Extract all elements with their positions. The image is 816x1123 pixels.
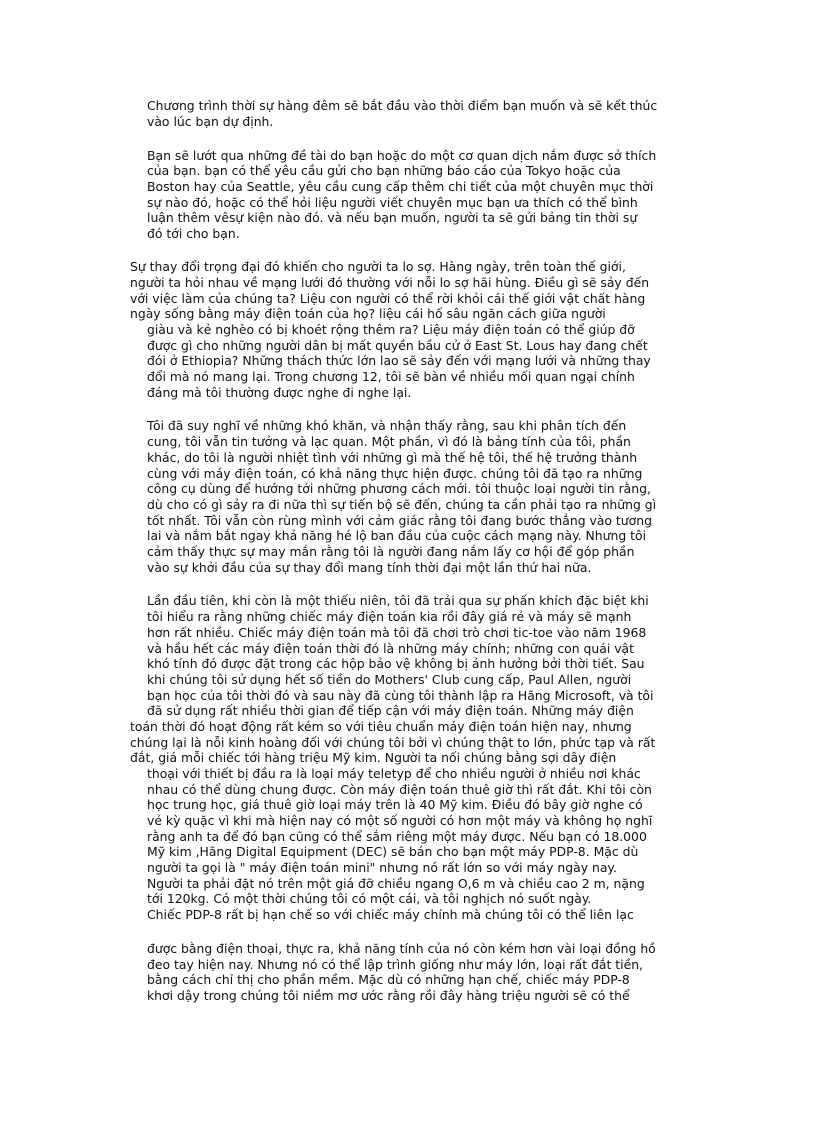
text-line: khó tính đó được đặt trong các hộp bảo vệ không bị ảnh hưởng bởi thời tiết. Sau <box>147 656 645 671</box>
text-line: cảm thấy thực sự may mắn rằng tôi là người đang nắm lấy cơ hội để góp phần <box>147 544 635 559</box>
text-line: thoại với thiết bị đầu ra là loại máy teletyp để cho nhiều người ở nhiều nơi khác <box>147 766 641 781</box>
text-line: khi chúng tôi sử dụng hết số tiền do Mothers' Club cung cấp, Paul Allen, người <box>147 672 632 687</box>
text-line: cung, tôi vẫn tin tưởng và lạc quan. Một phần, vì đó là bảng tính của tôi, phần <box>147 434 631 449</box>
text-line: Mỹ kim ,Hãng Digital Equipment (DEC) sẽ bán cho bạn một máy PDP-8. Mặc dù <box>147 844 639 859</box>
text-line: sự nào đó, hoặc có thể hỏi liệu người viết chuyên mục bạn ưa thích có thể bình <box>147 195 638 210</box>
text-line: Chiếc PDP-8 rất bị hạn chế so với chiếc máy chính mà chúng tôi có thể liên lạc <box>147 907 634 922</box>
text-line: đáng mà tôi thường được nghe đi nghe lại. <box>147 385 412 400</box>
text-line: đeo tay hiện nay. Nhưng nó có thể lập trình giống như máy lớn, loại rất đắt tiền, <box>147 957 643 972</box>
text-line: người ta gọi là " máy điện toán mini" nhưng nó rất lớn so với máy ngày nay. <box>147 860 617 875</box>
text-line: rằng anh ta để đó bạn cũng có thể sắm riêng một máy được. Nếu bạn có 18.000 <box>147 829 647 844</box>
text-line: giàu và kẻ nghèo có bị khoét rộng thêm ra? Liệu máy điện toán có thể giúp đỡ <box>147 322 635 337</box>
text-line: và hầu hết các máy điện toán thời đó là những máy chính; những con quái vật <box>147 641 634 656</box>
text-line: tôi hiểu ra rằng những chiếc máy điện toán kia rồi đây giá rẻ và máy sẽ mạnh <box>147 609 632 624</box>
text-line: bạn học của tôi thời đó và sau này đã cùng tôi thành lập ra Hãng Microsoft, và tôi <box>147 688 654 703</box>
text-line: khơi dậy trong chúng tôi niềm mơ ước rằng rồi đây hàng triệu người sẽ có thể <box>147 988 630 1003</box>
text-line: đó tới cho bạn. <box>147 226 240 241</box>
text-line: Boston hay của Seattle, yêu cầu cung cấp thêm chi tiết của một chuyên mục thời <box>147 179 654 194</box>
text-line: nhau có thể dùng chung được. Còn máy điện toán thuê giờ thì rất đắt. Khi tôi còn <box>147 782 652 797</box>
text-line: đã sử dụng rất nhiều thời gian để tiếp cận với máy điện toán. Những máy điện <box>147 703 634 718</box>
text-line: chúng lại là nỗi kinh hoàng đối với chúng tôi bởi vì chúng thật to lớn, phức tạp và rất <box>130 735 656 750</box>
text-line: Người ta phải đặt nó trên một giá đỡ chiều ngang O,6 m và chiều cao 2 m, nặng <box>147 876 645 891</box>
text-line: người ta hỏi nhau về mạng lưới đó thường với nỗi lo sợ hãi hùng. Điều gì sẽ sảy đến <box>130 275 650 290</box>
text-line: đổi mà nó mang lại. Trong chương 12, tôi sẽ bàn về nhiều mối quan ngại chính <box>147 369 635 384</box>
text-line: công cụ dùng để hướng tới những phương cách mới. tôi thuộc loại người tin rằng, <box>147 481 651 496</box>
text-line: tới 120kg. Có một thời chúng tôi có một cái, và tôi nghịch nó suốt ngày. <box>147 891 592 906</box>
text-line: bằng cách chỉ thị cho phần mềm. Mặc dù có những hạn chế, chiếc máy PDP-8 <box>147 972 630 987</box>
text-line: vẻ kỳ quặc vì khi mà hiện nay có một số người có hơn một máy và không họ nghĩ <box>147 813 653 828</box>
text-line: hơn rất nhiều. Chiếc máy điện toán mà tôi đã chơi trò chơi tic-toe vào năm 1968 <box>147 625 647 640</box>
text-line: vào lúc bạn dự định. <box>147 114 274 129</box>
text-line: đắt, giá mỗi chiếc tới hàng triệu Mỹ kim. Người ta nối chúng bằng sợi dây điện <box>130 750 617 765</box>
text-line: đói ở Ethiopia? Những thách thức lớn lao sẽ sảy đến với mạng lưới và những thay <box>147 353 651 368</box>
text-line: toán thời đó hoạt động rất kém so với tiêu chuẩn máy điện toán hiện nay, nhưng <box>130 719 632 734</box>
text-line: của bạn. bạn có thể yêu cầu gửi cho bạn những báo cáo của Tokyo hoặc của <box>147 163 621 178</box>
text-line: Lần đầu tiên, khi còn là một thiếu niên, tôi đã trải qua sự phấn khích đặc biệt khi <box>147 593 649 608</box>
text-line: ngày sống bằng máy điện toán của họ? liệu cái hố sâu ngăn cách giữa người <box>130 306 606 321</box>
text-line: dù cho có gì sảy ra đi nữa thì sự tiến bộ sẽ đến, chúng ta cần phải tạo ra những gì <box>147 497 657 512</box>
text-line: Bạn sẽ lướt qua những đề tài do bạn hoặc do một cơ quan dịch nắm được sở thích <box>147 148 657 163</box>
text-line: Tôi đã suy nghĩ về những khó khăn, và nhận thấy rằng, sau khi phân tích đến <box>147 418 627 433</box>
text-line: luận thêm vêsự kiện nào đó. và nếu bạn muốn, người ta sẽ gửi bảng tin thời sự <box>147 210 638 225</box>
text-line: tốt nhất. Tôi vẫn còn rùng mình với cảm giác rằng tôi đang bước thẳng vào tương <box>147 513 652 528</box>
text-line: lai và nắm bắt ngay khả năng hé lộ ban đầu của cuộc cách mạng này. Nhưng tôi <box>147 528 647 543</box>
text-line: học trung học, giá thuê giờ loại máy trên là 40 Mỹ kim. Điều đó bây giờ nghe có <box>147 797 643 812</box>
text-line: với việc làm của chúng ta? Liệu con người có thể rời khỏi cái thế giới vật chất hàng <box>130 291 646 306</box>
text-line: vào sự khởi đầu của sự thay đổi mang tính thời đại một lần thứ hai nữa. <box>147 560 592 575</box>
text-line: khác, do tôi là người nhiệt tình với những gì mà thế hệ tôi, thế hệ trưởng thành <box>147 450 638 465</box>
text-line: được bằng điện thoại, thực ra, khả năng tính của nó còn kém hơn vài loại đồng hồ <box>147 941 656 956</box>
text-line: Sự thay đổi trọng đại đó khiến cho người ta lo sợ. Hàng ngày, trên toàn thế giới, <box>130 259 626 274</box>
text-line: Chương trình thời sự hàng đêm sẽ bắt đầu vào thời điểm bạn muốn và sẽ kết thúc <box>147 98 658 113</box>
text-line: cùng với máy điện toán, có khả năng thực hiện được. chúng tôi đã tạo ra những <box>147 466 643 481</box>
text-line: được gì cho những người dân bị mất quyền bầu cử ở East St. Lous hay đang chết <box>147 338 648 353</box>
